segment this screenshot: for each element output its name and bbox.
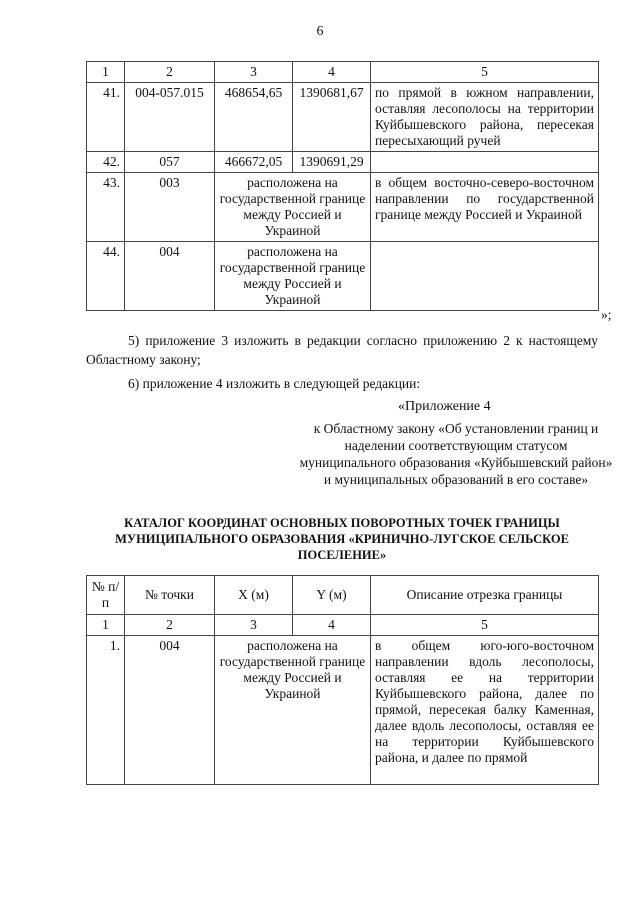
table-row [87, 152, 599, 173]
point-number: 003 [125, 173, 215, 242]
row-number: 42. [87, 152, 125, 173]
column-header: № точки [125, 576, 215, 615]
x-coordinate: 468654,65 [215, 83, 293, 152]
column-number: 2 [125, 615, 215, 636]
location-note: расположена на государственной границе между Россией и Украиной [215, 242, 371, 311]
location-note: расположена на государственной границе между Россией и Украиной [215, 636, 371, 785]
column-number: 5 [371, 62, 599, 83]
coordinates-table-continued [86, 61, 599, 311]
paragraph-6: 6) приложение 4 изложить в следующей редакции: [128, 376, 421, 391]
location-note: расположена на государственной границе между Россией и Украиной [215, 173, 371, 242]
column-number: 1 [87, 615, 125, 636]
segment-description: по прямой в южном направлении, оставляя лесополосы на территории Куйбышевского района, пересекая пересыхающий ручей [371, 83, 599, 152]
column-header: № п/п [87, 576, 125, 615]
table-header-numbers [87, 615, 599, 636]
point-number: 004-057.015 [125, 83, 215, 152]
segment-description: в общем юго-юго-восточном направлении вдоль лесополосы, оставляя ее на территории Куйбышевского района, далее по прямой, пересекая балку Каменная, далее вдоль лесополосы, оставляя ее на территории Куйбышевского района, и далее по прямой [371, 636, 599, 785]
row-number: 43. [87, 173, 125, 242]
table-row [87, 83, 599, 152]
point-number: 057 [125, 152, 215, 173]
y-coordinate: 1390691,29 [293, 152, 371, 173]
table-header-numbers [87, 62, 599, 83]
catalog-title: КАТАЛОГ КООРДИНАТ ОСНОВНЫХ ПОВОРОТНЫХ ТОЧЕК ГРАНИЦЫ МУНИЦИПАЛЬНОГО ОБРАЗОВАНИЯ «КРИНИЧНО-ЛУГСКОЕ СЕЛЬСКОЕ ПОСЕЛЕНИЕ» [115, 516, 569, 562]
point-number: 004 [125, 242, 215, 311]
column-number: 3 [215, 62, 293, 83]
column-number: 2 [125, 62, 215, 83]
paragraph-5: 5) приложение 3 изложить в редакции согласно приложению 2 к настоящему Областному закону; [86, 333, 598, 367]
table-row [87, 636, 599, 785]
appendix-heading: «Приложение 4 [398, 399, 491, 414]
column-number: 4 [293, 62, 371, 83]
segment-description [371, 242, 599, 311]
row-number: 41. [87, 83, 125, 152]
column-number: 4 [293, 615, 371, 636]
y-coordinate: 1390681,67 [293, 83, 371, 152]
column-header: X (м) [215, 576, 293, 615]
segment-description: в общем восточно-северо-восточном направлении по государственной границе между Россией и Украиной [371, 173, 599, 242]
segment-description [371, 152, 599, 173]
column-number: 3 [215, 615, 293, 636]
page-number: 6 [316, 24, 324, 39]
x-coordinate: 466672,05 [215, 152, 293, 173]
row-number: 1. [87, 636, 125, 785]
table-header [87, 576, 599, 615]
column-number: 5 [371, 615, 599, 636]
appendix-subtitle: к Областному закону «Об установлении границ и наделении соответствующим статусом муниципального образования «Куйбышевский район» и муниципальных образований в его составе» [299, 421, 613, 487]
row-number: 44. [87, 242, 125, 311]
closing-quote: »; [601, 307, 612, 322]
column-number: 1 [87, 62, 125, 83]
table-row [87, 242, 599, 311]
column-header: Y (м) [293, 576, 371, 615]
catalog-table [86, 575, 599, 785]
point-number: 004 [125, 636, 215, 785]
table-row [87, 173, 599, 242]
column-header: Описание отрезка границы [371, 576, 599, 615]
